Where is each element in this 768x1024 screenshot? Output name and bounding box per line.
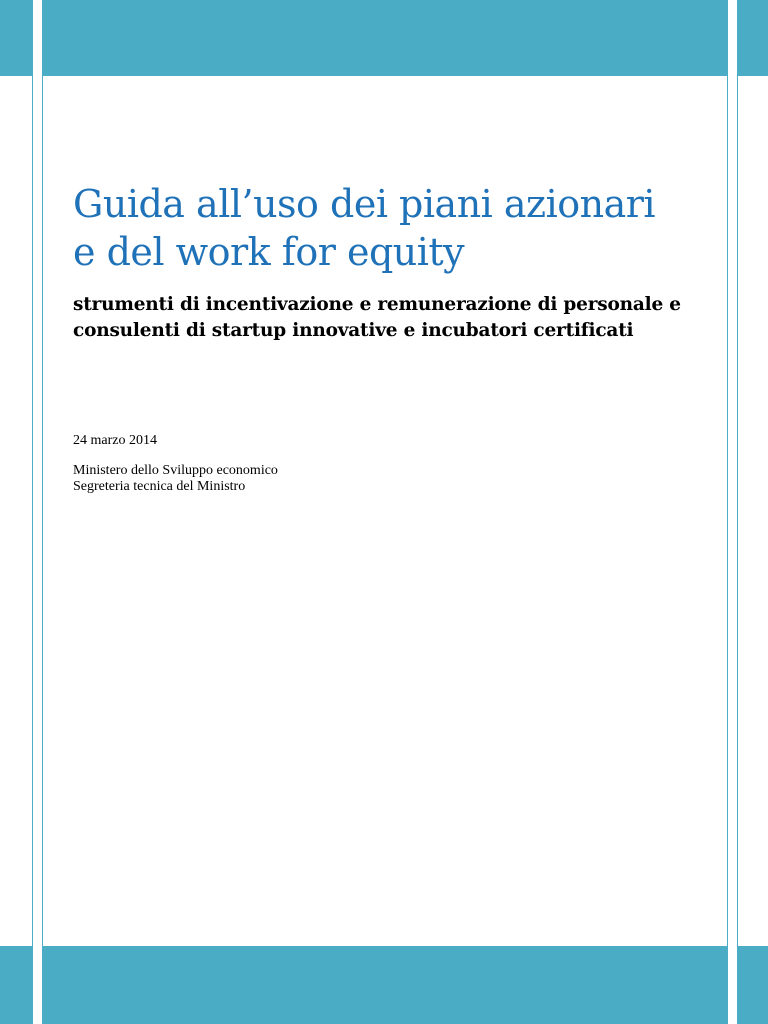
top-left-band: [0, 0, 32, 76]
issuing-organization: [73, 463, 713, 495]
right-outer-rule: [737, 0, 738, 1024]
title-line-1: Guida all’uso dei piani azionari: [73, 182, 656, 226]
title-line-2: e del work for equity: [73, 230, 465, 274]
bottom-left-band: [0, 946, 32, 1024]
department-name: Segreteria tecnica del Ministro: [73, 479, 246, 494]
document-subtitle: [73, 292, 713, 344]
cover-content: [73, 180, 713, 495]
right-inner-rule: [727, 0, 728, 1024]
bottom-right-band: [738, 946, 768, 1024]
document-title: [73, 180, 713, 276]
top-header-band: [43, 0, 727, 76]
subtitle-line-1: strumenti di incentivazione e remunerazione di personale e: [73, 294, 681, 315]
document-date: 24 marzo 2014: [73, 433, 157, 448]
left-inner-rule: [42, 0, 43, 1024]
top-right-band: [738, 0, 768, 76]
ministry-name: Ministero dello Sviluppo economico: [73, 463, 278, 478]
left-outer-rule: [32, 0, 33, 1024]
bottom-footer-band: [43, 946, 727, 1024]
subtitle-line-2: consulenti di startup innovative e incubatori certificati: [73, 320, 634, 341]
